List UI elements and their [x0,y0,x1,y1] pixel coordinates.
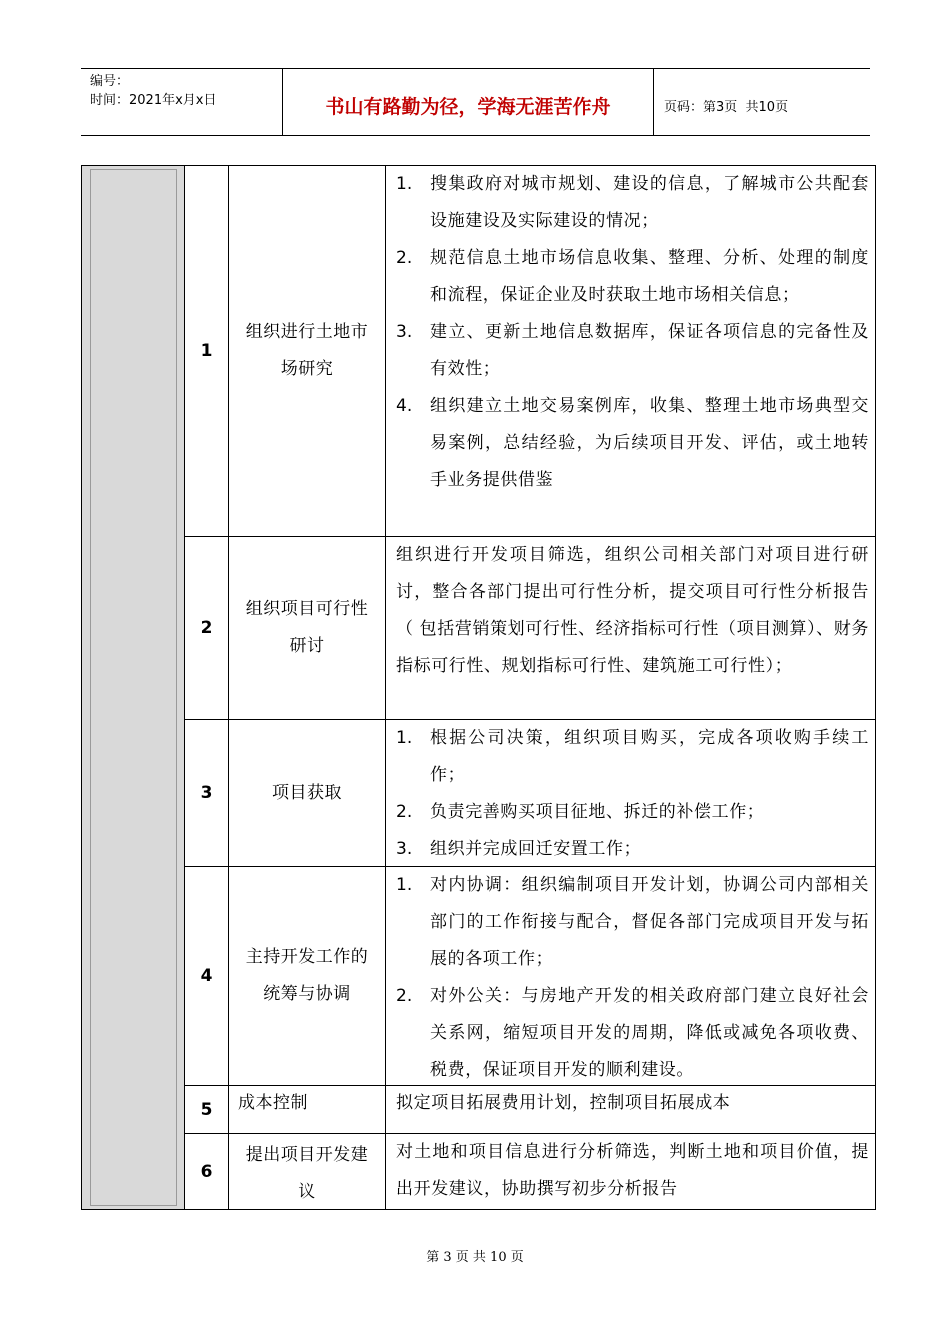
header-page-info [654,69,870,135]
table-row [185,166,875,537]
item-number: 1. [396,728,413,748]
row-title: 提出项目开发建议 [245,1145,369,1202]
side-column-frame [90,169,177,1206]
row-title-cell [229,867,386,1085]
row-title-cell [229,537,386,719]
row-content: 组织进行开发项目筛选，组织公司相关部门对项目进行研讨，整合各部门提出可行性分析，提交项目可行性分析报告（ 包括营销策划可行性、经济指标可行性（项目测算）、财务指标可行性、规划指标可行性、建筑施工可行性）； [396,545,869,676]
header-motto: 书山有路勤为径，学海无涯苦作舟 [282,69,654,135]
list-item [396,388,869,499]
item-text: 建立、更新土地信息数据库，保证各项信息的完备性及有效性； [430,322,869,379]
table-row [185,537,875,720]
list-item [396,166,869,240]
row-title: 项目获取 [272,782,342,803]
table-row [185,1134,875,1209]
row-title-cell [229,166,386,536]
row-title: 主持开发工作的统筹与协调 [245,947,369,1004]
item-text: 搜集政府对城市规划、建设的信息，了解城市公共配套设施建设及实际建设的情况； [430,174,869,231]
item-text: 负责完善购买项目征地、拆迁的补偿工作； [430,802,765,822]
list-item [396,720,869,794]
row-content [386,720,875,866]
row-title: 成本控制 [238,1093,308,1113]
list-item [396,831,869,868]
row-number: 6 [185,1134,229,1209]
row-number: 3 [185,720,229,866]
item-text: 对内协调：组织编制项目开发计划，协调公司内部相关部门的工作衔接与配合，督促各部门完成项目开发与拓展的各项工作； [430,875,869,969]
row-title-cell [229,1134,386,1209]
row-content: 拟定项目拓展费用计划，控制项目拓展成本 [396,1093,731,1113]
table-row [185,867,875,1086]
list-item [396,794,869,831]
header-page-label: 页码：第3页 共10页 [664,99,789,115]
row-number: 2 [185,537,229,719]
row-number: 4 [185,867,229,1085]
item-number: 4. [396,396,413,416]
item-number: 3. [396,839,413,859]
row-title-cell [229,1086,386,1133]
item-text: 规范信息土地市场信息收集、整理、分析、处理的制度和流程，保证企业及时获取土地市场相关信息； [430,248,869,305]
table-row [185,1086,875,1134]
row-content: 对土地和项目信息进行分析筛选，判断土地和项目价值，提出开发建议，协助撰写初步分析报告 [396,1142,869,1199]
row-content [386,867,875,1085]
item-number: 2. [396,986,413,1006]
item-number: 1. [396,174,413,194]
item-number: 2. [396,248,413,268]
item-number: 2. [396,802,413,822]
list-item [396,240,869,314]
row-number: 1 [185,166,229,536]
table-side-column [82,166,185,1209]
row-title-cell [229,720,386,866]
item-text: 组织建立土地交易案例库，收集、整理土地市场典型交易案例，总结经验，为后续项目开发、评估，或土地转手业务提供借鉴 [430,396,869,490]
item-number: 1. [396,875,413,895]
table-row [185,720,875,867]
header-meta [81,69,282,135]
row-title: 组织项目可行性研讨 [245,599,369,656]
duty-table [81,165,876,1210]
header-time-label: 时间：2021年x月x日 [90,93,217,108]
row-number: 5 [185,1086,229,1133]
list-item [396,867,869,978]
list-item [396,314,869,388]
header-number-label: 编号： [90,74,130,89]
document-header [81,68,870,136]
page-footer: 第 3 页 共 10 页 [426,1250,524,1265]
list-item [396,978,869,1089]
item-text: 组织并完成回迁安置工作； [430,839,642,859]
row-title: 组织进行土地市场研究 [245,322,369,379]
item-number: 3. [396,322,413,342]
item-text: 根据公司决策，组织项目购买，完成各项收购手续工作； [430,728,869,785]
row-content [386,166,875,536]
item-text: 对外公关：与房地产开发的相关政府部门建立良好社会关系网，缩短项目开发的周期，降低或减免各项收费、税费，保证项目开发的顺利建设。 [430,986,869,1080]
